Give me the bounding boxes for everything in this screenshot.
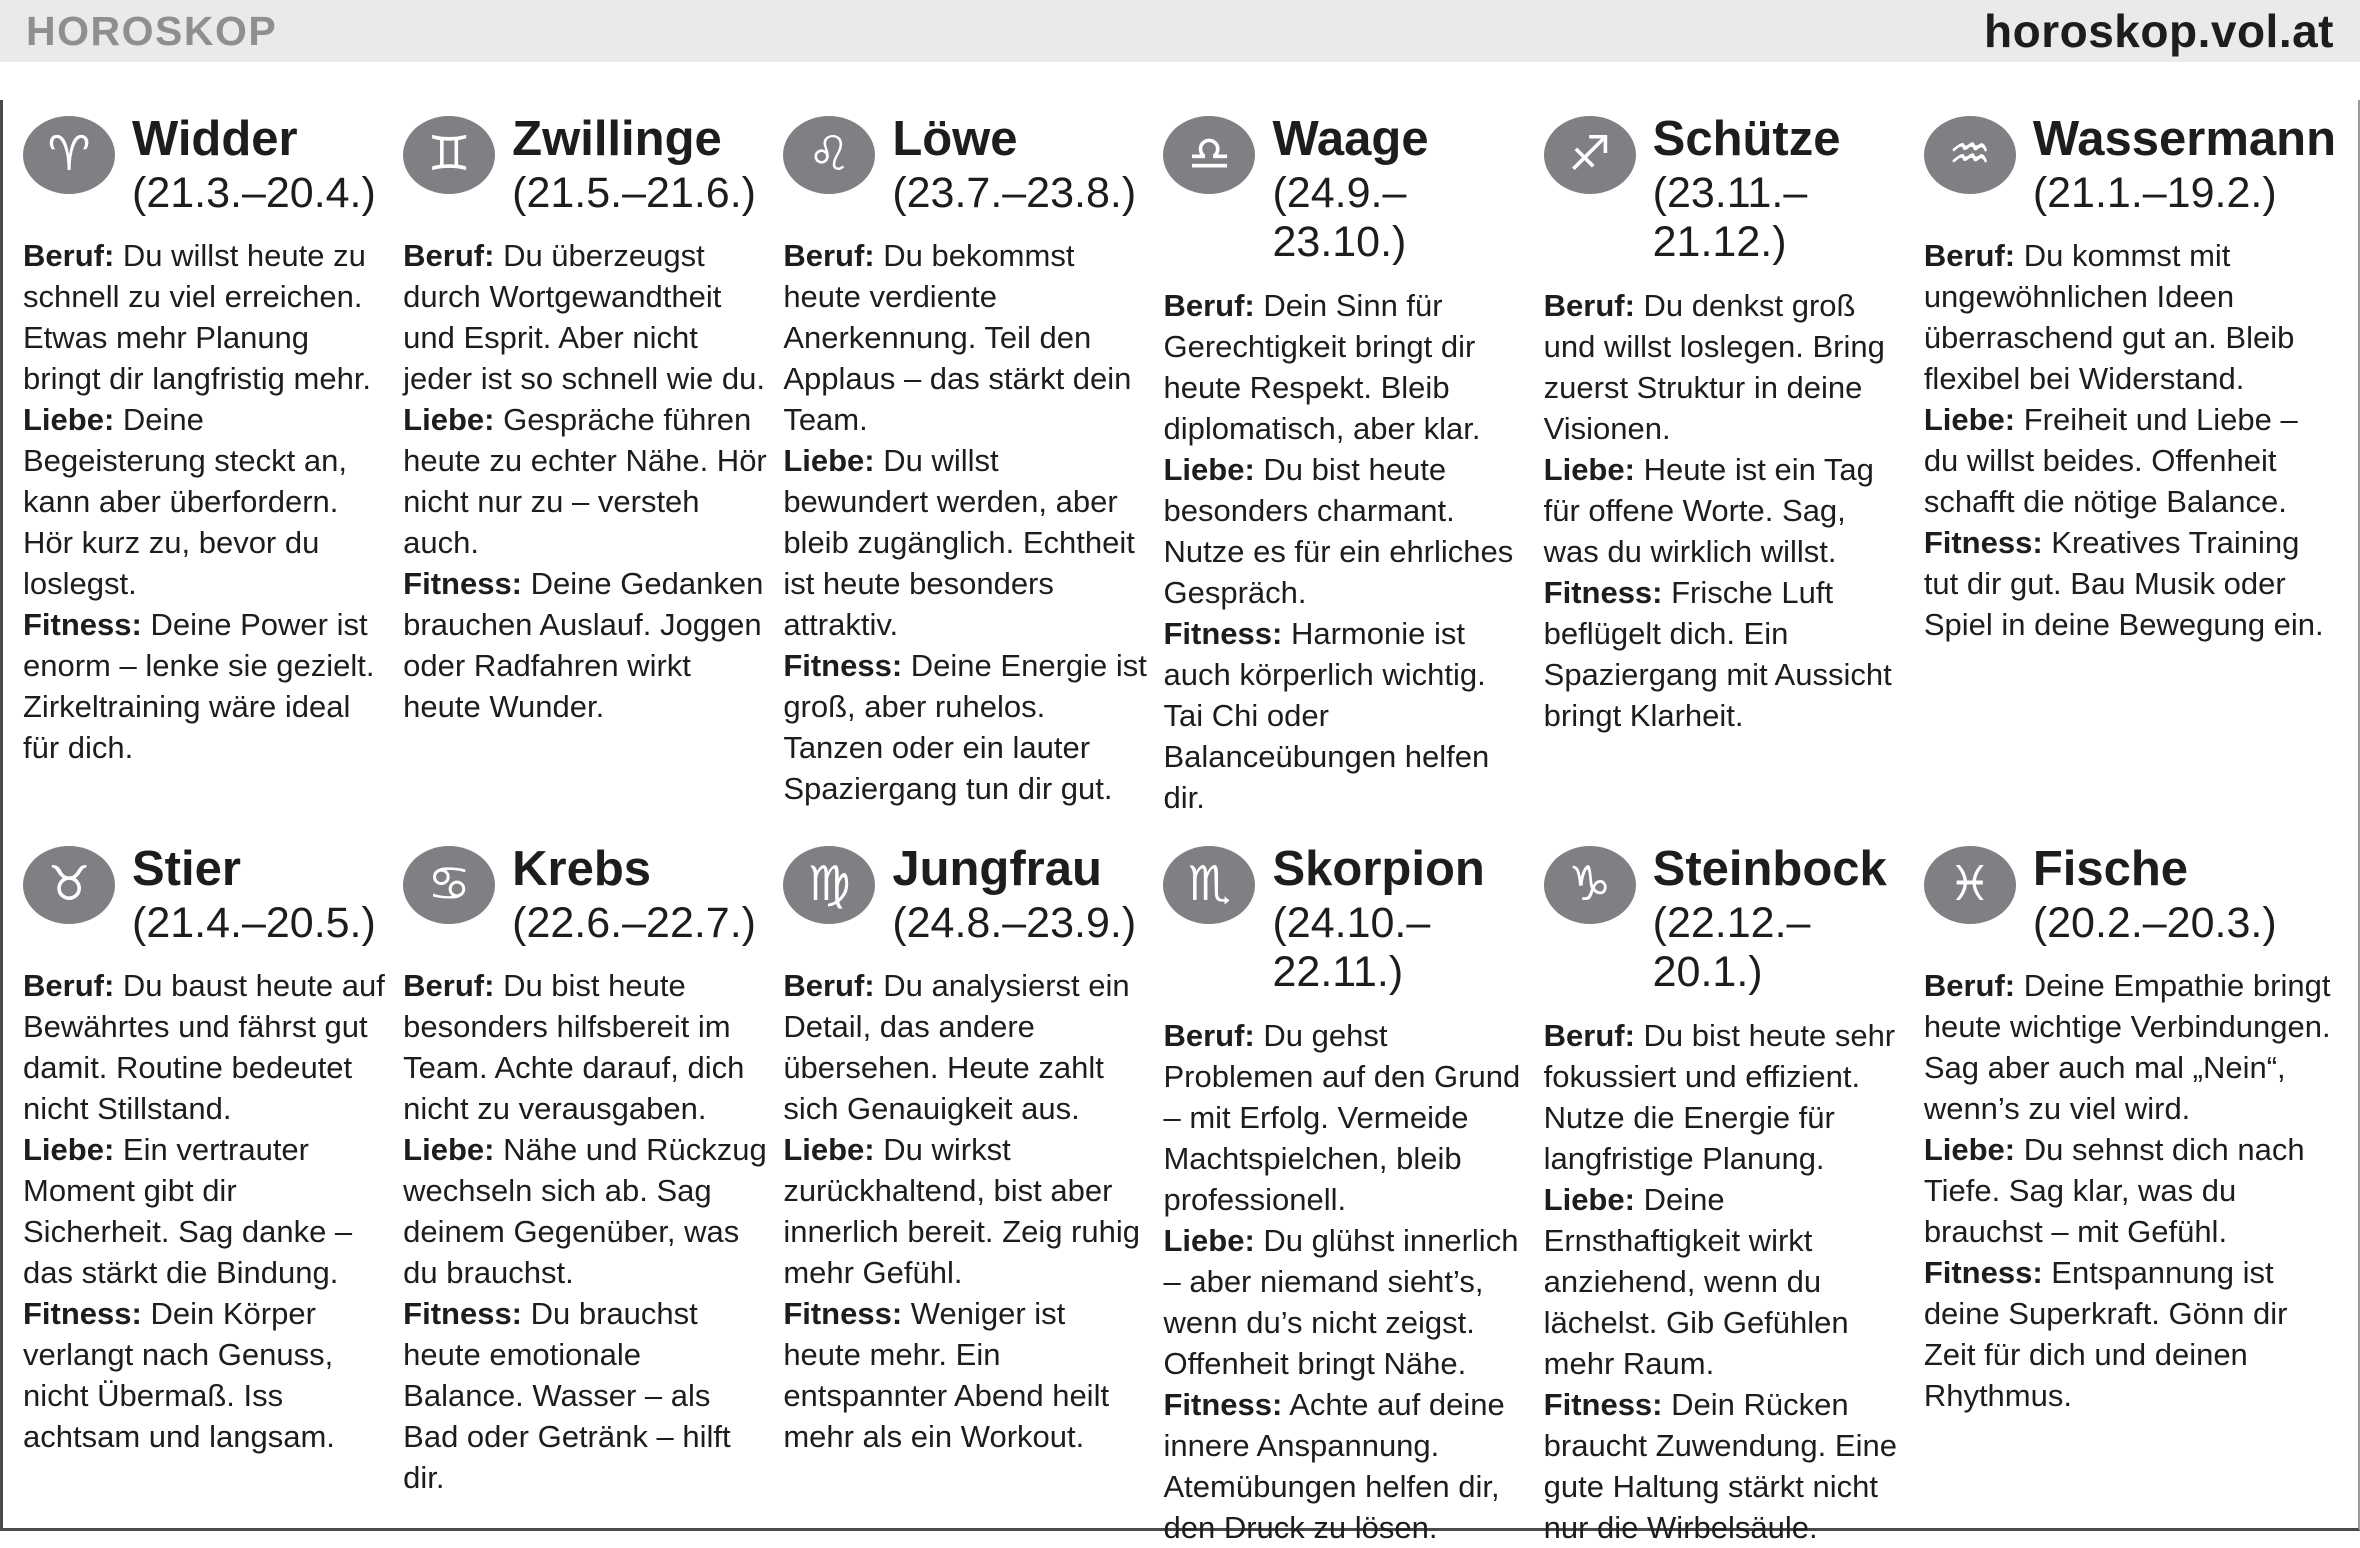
beruf-paragraph: Beruf: Du baust heute auf Bewährtes und fährst gut damit. Routine bedeutet nicht Stillstand. <box>23 968 385 1127</box>
sign-name: Krebs <box>512 842 652 896</box>
beruf-paragraph: Beruf: Du analysierst ein Detail, das andere übersehen. Heute zahlt sich Genauigkeit aus. <box>783 968 1130 1127</box>
site-url: horoskop.vol.at <box>1984 5 2334 57</box>
sign-name: Fische <box>2032 842 2189 896</box>
bull-icon: ♉ <box>23 846 115 924</box>
sign-dates: (20.2.–20.3.) <box>2032 898 2277 947</box>
liebe-paragraph: Liebe: Gespräche führen heute zu echter Nähe. Hör nicht nur zu – versteh auch. <box>403 402 767 561</box>
liebe-paragraph: Liebe: Ein vertrauter Moment gibt dir Sicherheit. Sag danke – das stärkt die Bindung. <box>23 1132 353 1291</box>
sign-card-krebs <box>403 844 767 1548</box>
liebe-paragraph: Liebe: Freiheit und Liebe – du willst beides. Offenheit schafft die nötige Balance. <box>1923 402 2298 520</box>
sign-name: Löwe <box>892 112 1018 166</box>
liebe-paragraph: Liebe: Du wirkst zurückhaltend, bist aber innerlich bereit. Zeig ruhig mehr Gefühl. <box>783 1132 1140 1291</box>
liebe-paragraph: Liebe: Nähe und Rückzug wechseln sich ab. Sag deinem Gegenüber, was du brauchst. <box>403 1132 767 1291</box>
horoscope-grid <box>0 100 2360 1545</box>
fitness-paragraph: Fitness: Kreatives Training tut dir gut. Bau Musik oder Spiel in deine Bewegung ein. <box>1923 525 2324 643</box>
sign-card-wassermann <box>1924 114 2336 844</box>
sign-header <box>1544 114 1908 268</box>
sign-card-fische <box>1924 844 2336 1548</box>
sign-dates: (21.5.–21.6.) <box>512 168 756 217</box>
sign-dates: (21.4.–20.5.) <box>132 898 376 947</box>
sign-card-loewe <box>783 114 1147 844</box>
sign-header <box>1163 844 1527 998</box>
fitness-paragraph: Fitness: Du brauchst heute emotionale Balance. Wasser – als Bad oder Getränk – hilft dir. <box>403 1296 731 1496</box>
liebe-paragraph: Liebe: Deine Begeisterung steckt an, kann aber überfordern. Hör kurz zu, bevor du loslegst. <box>23 402 347 602</box>
sign-header <box>783 844 1147 948</box>
sign-dates: (22.12.–20.1.) <box>1652 898 1811 997</box>
lion-icon: ♌ <box>783 116 875 194</box>
beruf-paragraph: Beruf: Du bist heute besonders hilfsbereit im Team. Achte darauf, dich nicht zu verausgaben. <box>403 968 745 1127</box>
fitness-paragraph: Fitness: Achte auf deine innere Anspannung. Atemübungen helfen dir, den Druck zu lösen. <box>1163 1386 1505 1545</box>
beruf-paragraph: Beruf: Du willst heute zu schnell zu viel erreichen. Etwas mehr Planung bringt dir langfristig mehr. <box>23 238 372 397</box>
fitness-paragraph: Fitness: Entspannung ist deine Superkraft. Gönn dir Zeit für dich und deinen Rhythmus. <box>1923 1255 2288 1414</box>
sign-dates: (24.8.–23.9.) <box>892 898 1137 947</box>
sign-name: Skorpion <box>1272 842 1485 896</box>
sign-name: Schütze <box>1652 112 1841 166</box>
sign-card-jungfrau <box>783 844 1147 1548</box>
sign-card-zwillinge <box>403 114 767 844</box>
sign-dates: (24.9.–23.10.) <box>1272 168 1407 267</box>
sign-header <box>1924 844 2336 948</box>
sign-header <box>783 114 1147 218</box>
sign-name: Steinbock <box>1652 842 1887 896</box>
twins-icon: ♊ <box>403 116 495 194</box>
sign-card-waage <box>1163 114 1527 844</box>
sign-header <box>1163 114 1527 268</box>
liebe-paragraph: Liebe: Du glühst innerlich – aber niemand sieht’s, wenn du’s nicht zeigst. Offenheit bringt Nähe. <box>1163 1222 1519 1381</box>
sign-header <box>23 844 387 948</box>
goat-icon: ♑ <box>1544 846 1636 924</box>
sign-dates: (21.3.–20.4.) <box>132 168 376 217</box>
liebe-paragraph: Liebe: Du sehnst dich nach Tiefe. Sag klar, was du brauchst – mit Gefühl. <box>1923 1132 2305 1250</box>
sign-card-steinbock <box>1544 844 1908 1548</box>
sign-header <box>23 114 387 218</box>
sign-name: Jungfrau <box>892 842 1102 896</box>
sign-card-stier <box>23 844 387 1548</box>
sign-dates: (23.7.–23.8.) <box>892 168 1137 217</box>
sign-header <box>403 114 767 218</box>
scales-icon: ♎ <box>1163 116 1255 194</box>
header-bar <box>0 0 2360 62</box>
sign-card-widder <box>23 114 387 844</box>
fitness-paragraph: Fitness: Deine Energie ist groß, aber ruhelos. Tanzen oder ein lauter Spaziergang tun dir gut. <box>783 648 1147 807</box>
beruf-paragraph: Beruf: Du kommst mit ungewöhnlichen Ideen überraschend gut an. Bleib flexibel bei Widerstand. <box>1923 238 2295 397</box>
sign-dates: (21.1.–19.2.) <box>2032 168 2277 217</box>
beruf-paragraph: Beruf: Du bekommst heute verdiente Anerkennung. Teil den Applaus – das stärkt dein Team. <box>783 238 1132 438</box>
fishes-icon: ♓ <box>1924 846 2016 924</box>
sign-dates: (24.10.–22.11.) <box>1272 898 1431 997</box>
archer-icon: ♐ <box>1544 116 1636 194</box>
sign-card-skorpion <box>1163 844 1527 1548</box>
beruf-paragraph: Beruf: Du überzeugst durch Wortgewandtheit und Esprit. Aber nicht jeder ist so schnell wie du. <box>403 238 765 397</box>
liebe-paragraph: Liebe: Deine Ernsthaftigkeit wirkt anziehend, wenn du lächelst. Gib Gefühlen mehr Raum. <box>1543 1181 1849 1381</box>
liebe-paragraph: Liebe: Du bist heute besonders charmant. Nutze es für ein ehrliches Gespräch. <box>1163 451 1514 610</box>
beruf-paragraph: Beruf: Deine Empathie bringt heute wichtige Verbindungen. Sag aber auch mal „Nein“, wenn’s zu viel wird. <box>1923 968 2331 1127</box>
fitness-paragraph: Fitness: Harmonie ist auch körperlich wichtig. Tai Chi oder Balanceübungen helfen dir. <box>1163 615 1490 815</box>
sign-header <box>1924 114 2336 218</box>
fitness-paragraph: Fitness: Deine Gedanken brauchen Auslauf. Joggen oder Radfahren wirkt heute Wunder. <box>403 566 764 725</box>
sign-header <box>1544 844 1908 998</box>
sign-name: Wassermann <box>2032 112 2336 166</box>
sign-name: Widder <box>132 112 298 166</box>
fitness-paragraph: Fitness: Deine Power ist enorm – lenke sie gezielt. Zirkeltraining wäre ideal für dich. <box>23 607 375 766</box>
liebe-paragraph: Liebe: Du willst bewundert werden, aber bleib zugänglich. Echtheit ist heute besonders attraktiv. <box>783 443 1135 643</box>
scorpion-icon: ♏ <box>1163 846 1255 924</box>
ram-icon: ♈ <box>23 116 115 194</box>
page-title: HOROSKOP <box>26 7 278 54</box>
crab-icon: ♋ <box>403 846 495 924</box>
sign-dates: (22.6.–22.7.) <box>512 898 756 947</box>
fitness-paragraph: Fitness: Dein Körper verlangt nach Genuss, nicht Übermaß. Iss achtsam und langsam. <box>23 1296 335 1455</box>
sign-name: Stier <box>132 842 241 896</box>
liebe-paragraph: Liebe: Heute ist ein Tag für offene Worte. Sag, was du wirklich willst. <box>1543 451 1874 569</box>
sign-name: Waage <box>1272 112 1429 166</box>
sign-header <box>403 844 767 948</box>
beruf-paragraph: Beruf: Du bist heute sehr fokussiert und effizient. Nutze die Energie für langfristige Planung. <box>1543 1017 1896 1176</box>
sign-name: Zwillinge <box>512 112 722 166</box>
fitness-paragraph: Fitness: Frische Luft beflügelt dich. Ein Spaziergang mit Aussicht bringt Klarheit. <box>1543 574 1892 733</box>
beruf-paragraph: Beruf: Du denkst groß und willst loslegen. Bring zuerst Struktur in deine Visionen. <box>1543 287 1885 446</box>
fitness-paragraph: Fitness: Weniger ist heute mehr. Ein entspannter Abend heilt mehr als ein Workout. <box>783 1296 1110 1455</box>
sign-dates: (23.11.–21.12.) <box>1652 168 1808 267</box>
beruf-paragraph: Beruf: Du gehst Problemen auf den Grund – mit Erfolg. Vermeide Machtspielchen, bleib professionell. <box>1163 1017 1521 1217</box>
water-bearer-icon: ♒ <box>1924 116 2016 194</box>
maiden-icon: ♍ <box>783 846 875 924</box>
fitness-paragraph: Fitness: Dein Rücken braucht Zuwendung. Eine gute Haltung stärkt nicht nur die Wirbelsäule. <box>1543 1386 1897 1545</box>
sign-card-schuetze <box>1544 114 1908 844</box>
beruf-paragraph: Beruf: Dein Sinn für Gerechtigkeit bringt dir heute Respekt. Bleib diplomatisch, aber klar. <box>1163 287 1481 446</box>
